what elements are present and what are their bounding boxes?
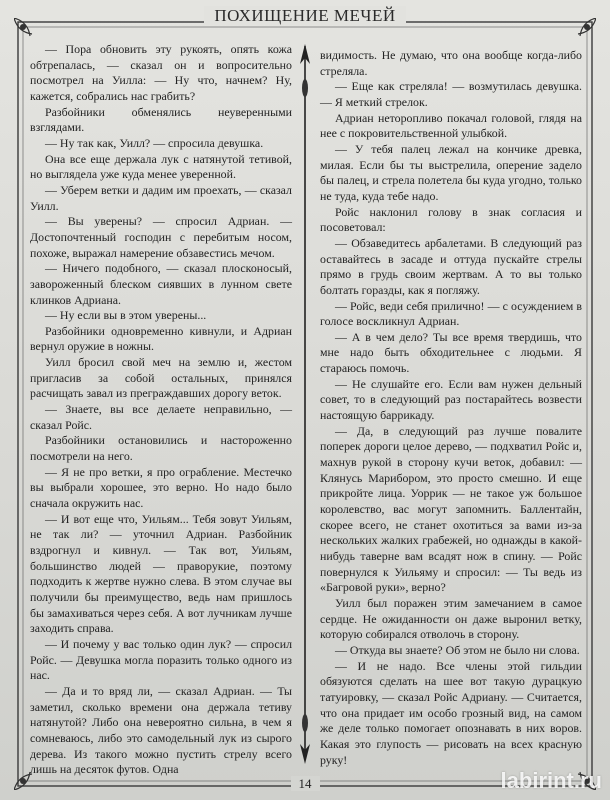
paragraph: — Вы уверены? — спросил Адриан. — Достопочтенный господин с перебитым носом, похоже, выражал намерение обзавестись мечом. bbox=[30, 214, 292, 260]
paragraph: — Ройс, веди себя прилично! — с осуждением в голосе воскликнул Адриан. bbox=[320, 298, 582, 329]
page-number-text: 14 bbox=[291, 776, 320, 791]
paragraph: — Да, в следующий раз лучше повалите поперек дороги целое дерево, — подхватил Ройс и, махнув рукой в сторону кучи веток, добавил: — Клянусь Марибором, это просто смешно. И еще прикройте лица. Уоррик — не такое уж большое королевство, вас могут запомнить. Баллентайн, скорее всего, не станет охотиться за вами из-за нескольких жалких грабежей, но однажды в какой-нибудь таверне вам всадят нож в спину. — Ройс повернулся к Уильяму и спросил: — Ты ведь из «Багровой руки», верно? bbox=[320, 423, 582, 595]
right-text-column bbox=[320, 48, 582, 768]
paragraph: — И не надо. Все члены этой гильдии обязуются сделать на шее вот такую дурацкую татуировку, — сказал Ройс Адриану. — Считается, что она придает им особо грозный вид, на самом же деле только помогает опознавать в них воров. Какая это глупость — рисовать на всех красную руку! bbox=[320, 658, 582, 767]
paragraph: Разбойники одновременно кивнули, и Адриан вернул оружие в ножны. bbox=[30, 323, 292, 354]
paragraph: — Уберем ветки и дадим им проехать, — сказал Уилл. bbox=[30, 182, 292, 213]
paragraph: Ройс наклонил голову в знак согласия и посоветовал: bbox=[320, 204, 582, 235]
paragraph: — И почему у вас только один лук? — спросил Ройс. — Девушка могла поразить только одного из нас. bbox=[30, 636, 292, 683]
paragraph: — Откуда вы знаете? Об этом не было ни слова. bbox=[335, 642, 580, 657]
paragraph: Адриан неторопливо покачал головой, глядя на нее с покровительственной улыбкой. bbox=[320, 110, 582, 141]
paragraph: — У тебя палец лежал на кончике древка, милая. Если бы ты выстрелила, оперение задело бы палец, и стрела полетела бы куда угодно, только не туда, куда тебе надо. bbox=[320, 141, 582, 203]
paragraph: — Ну так как, Уилл? — спросила девушка. bbox=[45, 135, 264, 150]
paragraph: Уилл был поражен этим замечанием в самое сердце. Не ожиданности он даже выронил ветку, которую собирался отволочь в сторону. bbox=[320, 595, 582, 642]
paragraph: видимость. Не думаю, что она вообще когда-либо стреляла. bbox=[320, 48, 582, 78]
paragraph: — Не слушайте его. Если вам нужен дельный совет, то в следующий раз постарайтесь возвести настоящую баррикаду. bbox=[320, 376, 582, 423]
paragraph: — Пора обновить эту рукоять, опять кожа обтрепалась, — сказал он и вопросительно посмотрел на Уилла: — Ну что, начнем? Ну, кажется, собрались нас грабить? bbox=[30, 42, 292, 103]
watermark: labirint.ru bbox=[500, 768, 602, 793]
paragraph: Разбойники обменялись неуверенными взглядами. bbox=[30, 104, 292, 135]
paragraph: — А в чем дело? Ты все время твердишь, что мне надо быть обходительнее с людьми. Я стараюсь помочь. bbox=[320, 329, 582, 376]
paragraph: — Обзаведитесь арбалетами. В следующий раз оставайтесь в засаде и оттуда пускайте стрелы прямо в грудь своим жертвам. А то вы только болтать горазды, как я погляжу. bbox=[320, 235, 582, 297]
running-header-title: ПОХИЩЕНИЕ МЕЧЕЙ bbox=[204, 6, 405, 25]
paragraph: Она все еще держала лук с натянутой тетивой, но выглядела уже куда менее уверенной. bbox=[30, 151, 292, 182]
paragraph: — Ну если вы в этом уверены... bbox=[45, 308, 207, 323]
paragraph: — Ничего подобного, — сказал плосконосый, завороженный блеском сиявших в лунном свете клинков Адриана. bbox=[30, 261, 292, 307]
paragraph: — Знаете, вы все делаете неправильно, — сказал Ройс. bbox=[30, 402, 292, 432]
paragraph: — Да и то вряд ли, — сказал Адриан. — Ты заметил, сколько времени она держала тетиву натянутой? Либо она невероятно сильна, в чем я сомневаюсь, либо это самодельный лук из сырого дерева. Из такого можно пустить стрелу всего лишь на десяток футов. Одна bbox=[30, 683, 292, 777]
paragraph: Уилл бросил свой меч на землю и, жестом пригласив за собой остальных, принялся расчищать завал из преграждавших дорогу веток. bbox=[30, 355, 292, 401]
running-header bbox=[0, 6, 610, 26]
paragraph: — И вот еще что, Уильям... Тебя зовут Уильям, не так ли? — уточнил Адриан. Разбойник вздрогнул и кивнул. — Так вот, Уильям, большинство людей — праворукие, поэтому подходить к жертве нужно слева. В этом случае вы получили бы преимущество, ведь нам пришлось бы замахиваться через себя. А вот лучникам лучше заходить справа. bbox=[30, 511, 292, 636]
paragraph: — Еще как стреляла! — возмутилась девушка. — Я меткий стрелок. bbox=[320, 79, 582, 109]
paragraph: — Я не про ветки, я про ограбление. Местечко вы выбрали хорошее, это верно. Но надо было сначала окружить нас. bbox=[30, 464, 292, 511]
paragraph: Разбойники остановились и настороженно посмотрели на него. bbox=[30, 433, 292, 464]
left-text-column bbox=[30, 42, 292, 778]
